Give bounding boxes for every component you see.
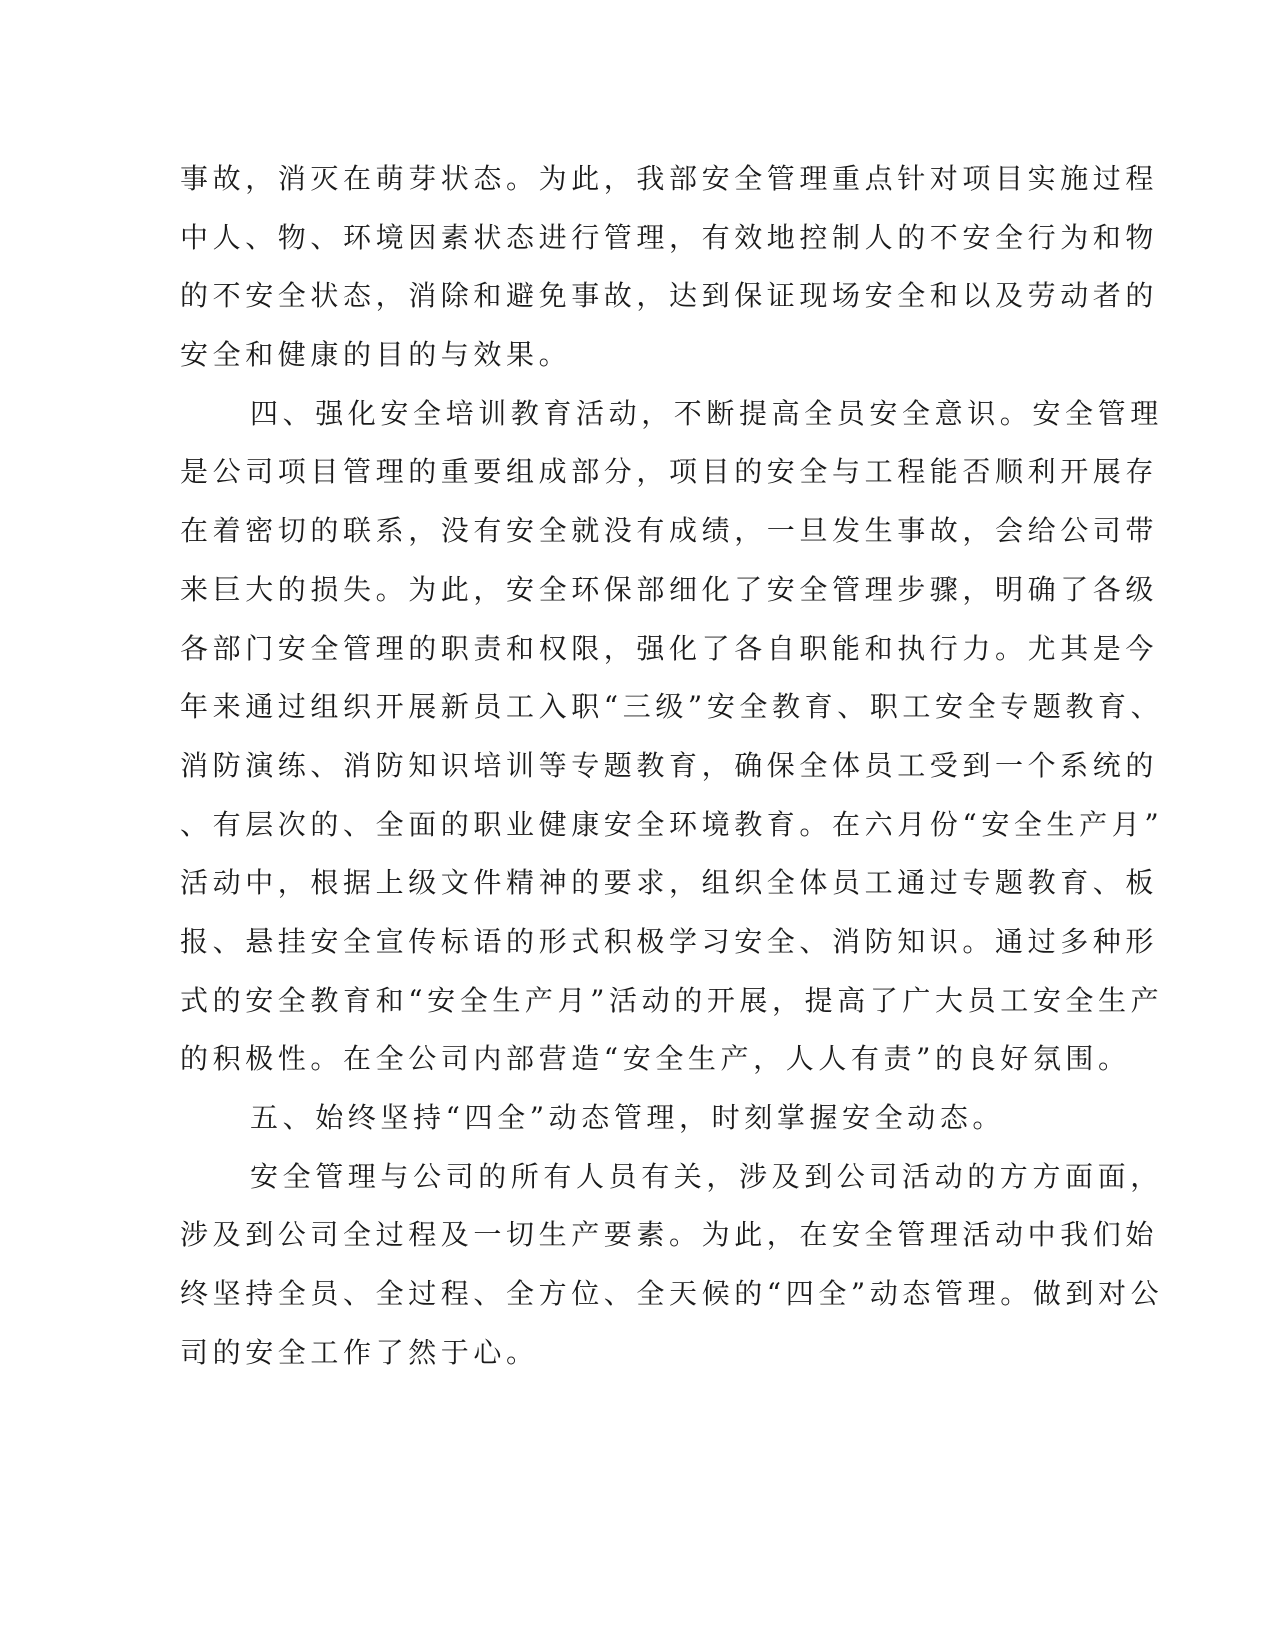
text-line: 的积极性。在全公司内部营造“安全生产，人人有责”的良好氛围。 <box>180 1042 1131 1076</box>
section-heading: 五、始终坚持“四全”动态管理，时刻掌握安全动态。 <box>250 1101 1006 1134</box>
text-line: 终坚持全员、全过程、全方位、全天候的“四全”动态管理。做到对公 <box>180 1277 1164 1311</box>
paragraph-continuation <box>180 150 1159 385</box>
document-page <box>180 150 1164 1382</box>
text-line: 涉及到公司全过程及一切生产要素。为此，在安全管理活动中我们始 <box>180 1218 1159 1252</box>
paragraph-section-four <box>180 385 1164 1089</box>
text-line: 来巨大的损失。为此，安全环保部细化了安全管理步骤，明确了各级 <box>180 572 1159 606</box>
text-line: 报、悬挂安全宣传标语的形式积极学习安全、消防知识。通过多种形 <box>180 924 1159 958</box>
text-line: 年来通过组织开展新员工入职“三级”安全教育、职工安全专题教育、 <box>180 690 1164 724</box>
text-line: 司的安全工作了然于心。 <box>180 1335 539 1369</box>
text-line: 中人、物、环境因素状态进行管理，有效地控制人的不安全行为和物 <box>180 220 1159 254</box>
text-line: 是公司项目管理的重要组成部分，项目的安全与工程能否顺利开展存 <box>180 455 1159 489</box>
text-line: 、有层次的、全面的职业健康安全环境教育。在六月份“安全生产月” <box>180 807 1164 841</box>
text-line: 事故，消灭在萌芽状态。为此，我部安全管理重点针对项目实施过程 <box>180 162 1159 195</box>
text-line: 各部门安全管理的职责和权限，强化了各自职能和执行力。尤其是今 <box>180 631 1159 665</box>
text-line: 消防演练、消防知识培训等专题教育，确保全体员工受到一个系统的 <box>180 748 1159 782</box>
text-line: 式的安全教育和“安全生产月”活动的开展，提高了广大员工安全生产 <box>180 983 1164 1017</box>
text-line: 在着密切的联系，没有安全就没有成绩，一旦发生事故，会给公司带 <box>180 514 1159 548</box>
text-line: 的不安全状态，消除和避免事故，达到保证现场安全和以及劳动者的 <box>180 279 1159 313</box>
text-line: 安全和健康的目的与效果。 <box>180 338 572 372</box>
paragraph-section-five <box>180 1148 1164 1383</box>
text-line: 安全管理与公司的所有人员有关，涉及到公司活动的方方面面， <box>250 1159 1163 1193</box>
text-line: 活动中，根据上级文件精神的要求，组织全体员工通过专题教育、板 <box>180 866 1159 900</box>
heading-section-five <box>180 1089 1030 1148</box>
text-line: 四、强化安全培训教育活动，不断提高全员安全意识。安全管理 <box>250 396 1163 430</box>
